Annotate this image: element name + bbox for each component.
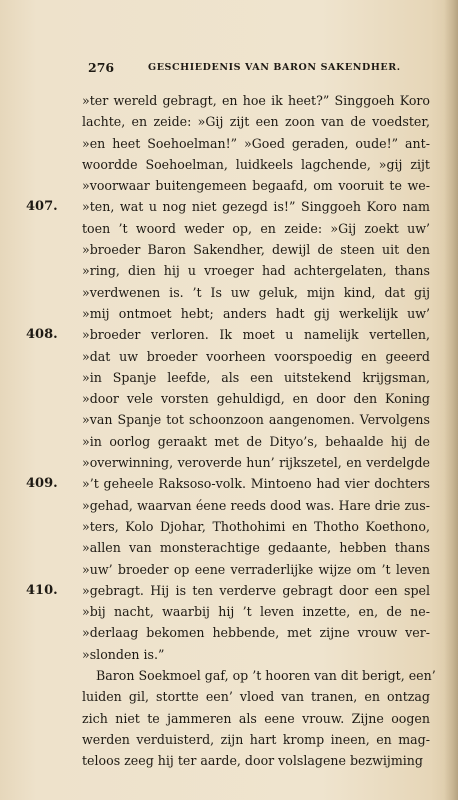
text-line — [82, 708, 430, 729]
text-line — [82, 537, 430, 558]
line-text: »broeder verloren. Ik moet u namelijk vertellen, — [82, 327, 430, 343]
text-line — [82, 622, 430, 643]
line-text: luiden gil, stortte een’ vloed van tranen, en ontzag — [82, 689, 430, 705]
line-text: »slonden is.” — [82, 646, 165, 662]
text-line — [82, 388, 430, 409]
line-text: »ten, wat u nog niet gezegd is!” Singgoeh Koro nam — [82, 199, 430, 215]
line-text: »overwinning, veroverde hun’ rijkszetel, en verdelgde — [82, 455, 430, 471]
text-line — [26, 473, 430, 494]
text-line — [82, 218, 430, 239]
line-text: »’t geheele Raksoso-volk. Mintoeno had vier dochters — [82, 476, 430, 492]
line-text: toen ’t woord weder op, en zeide: »Gij zoekt uw’ — [82, 220, 430, 236]
line-text: »gehad, waarvan éene reeds dood was. Hare drie zus- — [82, 497, 430, 513]
line-text: teloos zeeg hij ter aarde, door volslagene bezwijming — [82, 753, 423, 769]
text-line — [82, 239, 430, 260]
text-line — [82, 367, 430, 388]
line-text: »mij ontmoet hebt; anders hadt gij werkelijk uw’ — [82, 305, 430, 321]
page-number: 276 — [88, 60, 115, 75]
margin-verse-number: 410. — [26, 582, 58, 598]
text-line — [82, 303, 430, 324]
line-text: »ter wereld gebragt, en hoe ik heet?” Singgoeh Koro — [82, 93, 430, 108]
text-line — [82, 495, 430, 516]
text-line — [82, 175, 430, 196]
margin-verse-number: 408. — [26, 327, 58, 343]
text-line — [26, 196, 430, 217]
text-line — [82, 111, 430, 132]
line-text: woordde Soehoelman, luidkeels lagchende, »gij zijt — [82, 156, 430, 172]
text-line — [82, 452, 430, 473]
line-text: »broeder Baron Sakendher, dewijl de steen uit den — [82, 242, 430, 258]
body-text — [26, 90, 436, 772]
line-text: Baron Soekmoel gaf, op ’t hooren van dit berigt, een’ — [96, 668, 436, 684]
line-text: »gebragt. Hij is ten verderve gebragt door een spel — [82, 582, 430, 598]
text-line — [82, 90, 430, 111]
text-line — [82, 154, 430, 175]
text-line — [26, 580, 430, 601]
line-text: »derlaag bekomen hebbende, met zijne vrouw ver- — [82, 625, 430, 641]
page-edge-shadow — [444, 0, 458, 800]
page-header — [88, 60, 428, 76]
line-text: »door vele vorsten gehuldigd, en door den Koning — [82, 391, 430, 407]
text-line — [82, 644, 430, 665]
text-line — [82, 686, 430, 707]
line-text: »dat uw broeder voorheen voorspoedig en geeerd — [82, 348, 430, 364]
line-text: »in oorlog geraakt met de Dityo’s, behaalde hij de — [82, 433, 430, 449]
text-line — [82, 601, 430, 622]
text-line — [82, 516, 430, 537]
text-line — [82, 282, 430, 303]
text-line — [82, 665, 436, 686]
line-text: »voorwaar buitengemeen begaafd, om vooruit te we- — [82, 178, 430, 194]
line-text: »van Spanje tot schoonzoon aangenomen. Vervolgens — [82, 412, 430, 428]
line-text: »verdwenen is. ’t Is uw geluk, mijn kind, dat gij — [82, 284, 430, 300]
text-line — [82, 729, 430, 750]
line-text: »bij nacht, waarbij hij ’t leven inzette, en, de ne- — [82, 604, 430, 620]
line-text: »in Spanje leefde, als een uitstekend krijgsman, — [82, 369, 430, 385]
line-text: »ring, dien hij u vroeger had achtergelaten, thans — [82, 263, 430, 279]
running-title: GESCHIEDENIS VAN BARON SAKENDHER. — [148, 62, 401, 73]
line-text: werden verduisterd, zijn hart kromp ineen, en mag- — [82, 731, 430, 747]
text-line — [26, 324, 430, 345]
text-line — [82, 409, 430, 430]
line-text: zich niet te jammeren als eene vrouw. Zijne oogen — [82, 710, 430, 726]
text-line — [82, 133, 430, 154]
line-text: »uw’ broeder op eene verraderlijke wijze om ’t leven — [82, 561, 430, 577]
line-text: »en heet Soehoelman!” »Goed geraden, oude!” ant- — [82, 135, 430, 151]
margin-verse-number: 409. — [26, 476, 58, 492]
margin-verse-number: 407. — [26, 199, 58, 215]
line-text: lachte, en zeide: »Gij zijt een zoon van de voedster, — [82, 114, 430, 130]
text-line — [82, 750, 430, 771]
text-line — [82, 559, 430, 580]
text-line — [82, 431, 430, 452]
text-line — [82, 260, 430, 281]
text-line — [82, 346, 430, 367]
line-text: »allen van monsterachtige gedaante, hebben thans — [82, 540, 430, 556]
line-text: »ters, Kolo Djohar, Thothohimi en Thotho Koethono, — [82, 518, 430, 534]
